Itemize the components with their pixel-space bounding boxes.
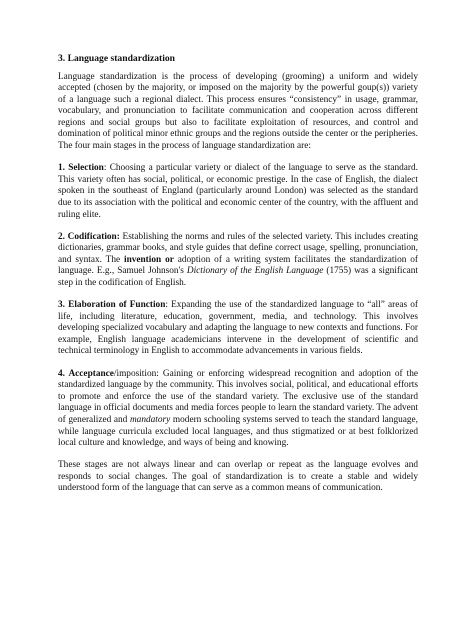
stage-selection-separator: : <box>103 163 110 174</box>
stage-selection-paragraph <box>58 163 418 221</box>
document-page <box>58 53 418 506</box>
section-heading: 3. Language standardization <box>58 53 176 64</box>
intro-paragraph: Language standardization is the process of developing (grooming) a uniform and widely accepted (chosen by the majority, or imposed on the majority by the powerful goup(s)) variety of a language such a regional dialect. This process ensures “consistency” in usage, grammar, vocabulary, and pronunciation to facilitate communication and cooperation across different regions and social groups but also to facilitate exploitation of resources, and control and domination of political minor ethnic groups and the regions outside the center or the peripheries. The four main stages in the process of language standardization are: <box>58 71 418 152</box>
stage-acceptance-paragraph <box>58 369 418 450</box>
conclusion-paragraph: These stages are not always linear and can overlap or repeat as the language evolves and responds to social changes. The goal of standardization is to create a stable and widely understood form of the language that can serve as a common means of communication. <box>58 460 418 494</box>
stage-elaboration-separator: : <box>165 300 172 311</box>
mandatory-word: mandatory <box>129 414 171 425</box>
stage-acceptance-text-a: /imposition: Gaining or enforcing widespread recognition and adoption of the standardized language by the community. This involves social, political, and educational efforts to promote and enforce the use of the standard variety. The exclusive use of the standard language in official documents and media forces people to learn the standard variety. The advent of generalized and <box>58 368 418 425</box>
stage-codification-bold-phrase: invention or <box>123 254 174 265</box>
stage-elaboration-title: 3. Elaboration of Function <box>58 300 166 311</box>
stage-codification-paragraph <box>58 232 418 290</box>
stage-codification-text-a: Establishing the norms and rules of the selected variety. This includes creating dictionaries, grammar books, and style guides that define correct usage, spelling, pronunciation, and syntax. The <box>58 231 418 265</box>
stage-acceptance-title: 4. Acceptance <box>58 368 114 379</box>
stage-codification-title: 2. Codification: <box>58 231 120 242</box>
stage-selection-title: 1. Selection <box>58 163 104 174</box>
stage-elaboration-text: Expanding the use of the standardized language to “all” areas of life, including literature, education, government, media, and technology. This involves developing specialized vocabulary and adapting the language to new contexts and functions. For example, English language academicians intervene in the development of scientific and technical terminology in English to accommodate advancements in various fields. <box>58 300 418 357</box>
stage-acceptance-text-b: modern schooling systems served to teach the standard language, while language curricula excluded local languages, and thus stigmatized or at best folklorized local culture and knowledge, and ways of being and knowing. <box>58 414 418 449</box>
stage-codification-text-b: adoption of a writing system facilitates the standardization of language. E.g., Samuel Johnson's <box>58 254 418 277</box>
stage-selection-text: Choosing a particular variety or dialect of the language to serve as the standard. This variety often has social, political, or economic prestige. In the case of English, the dialect spoken in the southeast of England (particularly around London) was selected as the standard due to its association with the political and economic center of the country, with the affluent and ruling elite. <box>58 163 418 220</box>
stage-codification-text-c: (1755) was a significant step in the codification of English. <box>58 266 418 288</box>
dictionary-title: Dictionary of the English Language <box>186 266 324 277</box>
stage-elaboration-paragraph <box>58 300 418 358</box>
